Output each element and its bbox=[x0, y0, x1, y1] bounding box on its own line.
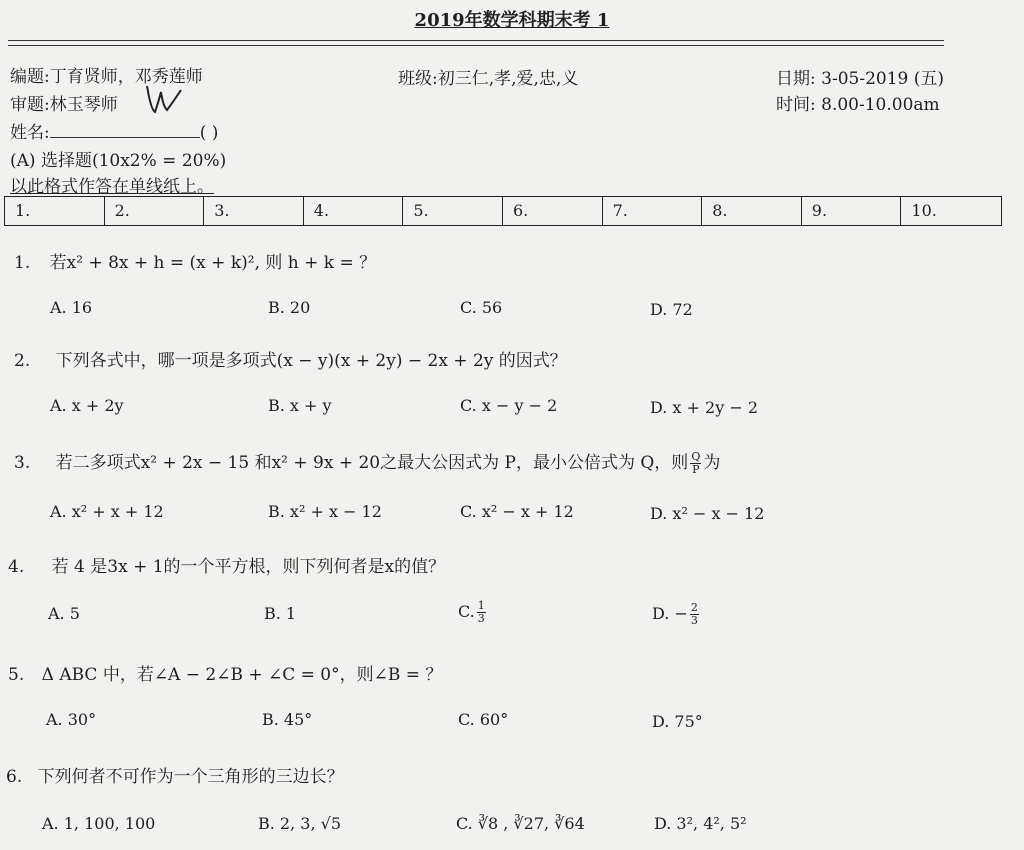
setter-line: 编题:丁育贤师，邓秀莲师 bbox=[10, 67, 203, 87]
option-d: D. 3², 4², 5² bbox=[654, 814, 747, 833]
question-1 bbox=[14, 248, 376, 273]
question-number: 3. bbox=[14, 453, 31, 473]
answer-cell: 8. bbox=[702, 197, 802, 225]
option-b: B. x² + x − 12 bbox=[268, 502, 382, 521]
answer-cell: 9. bbox=[802, 197, 902, 225]
option-b: B. 2, 3, √5 bbox=[258, 814, 342, 833]
question-5 bbox=[8, 660, 442, 685]
question-number: 4. bbox=[8, 557, 25, 577]
question-number: 6. bbox=[6, 767, 23, 787]
answer-grid bbox=[4, 196, 1002, 226]
option-c: C. $\frac{1}{3}$ bbox=[458, 599, 485, 625]
option-c: C. x − y − 2 bbox=[460, 396, 558, 415]
question-text: 若二多项式x² + 2x − 15 和x² + 9x + 20之最大公因式为 P，最小公倍式为 Q，则 bbox=[55, 453, 689, 473]
answer-cell: 3. bbox=[204, 197, 304, 225]
fraction-two-thirds: $\frac{2}{3}$ bbox=[690, 601, 698, 627]
option-a: A. 30° bbox=[46, 710, 97, 729]
question-number: 1. bbox=[14, 253, 31, 273]
question-text: 若 4 是3x + 1的一个平方根，则下列何者是x的值？ bbox=[51, 557, 446, 577]
exam-title: 2019年数学科期末考 1 bbox=[414, 10, 610, 31]
question-text: 若x² + 8x + h = (x + k)², 则 h + k = ？ bbox=[49, 253, 377, 273]
option-d: D. 72 bbox=[650, 300, 693, 319]
question-6 bbox=[6, 762, 344, 787]
answer-cell: 4. bbox=[304, 197, 404, 225]
question-4 bbox=[8, 552, 445, 577]
question-text: Δ ABC 中，若∠A − 2∠B + ∠C = 0°，则∠B = ？ bbox=[41, 665, 443, 685]
option-b: B. 45° bbox=[262, 710, 313, 729]
option-d: D. x + 2y − 2 bbox=[650, 398, 759, 417]
question-number: 5. bbox=[8, 665, 25, 685]
option-d: D. − $\frac{2}{3}$ bbox=[652, 601, 698, 627]
option-a: A. 16 bbox=[50, 298, 93, 317]
option-b: B. 20 bbox=[268, 298, 311, 317]
answer-cell: 5. bbox=[403, 197, 503, 225]
section-instruction: 以此格式作答在单线纸上。 bbox=[10, 177, 214, 197]
header-rule-bottom bbox=[8, 45, 944, 46]
section-title: (A) 选择题(10x2% = 20%) bbox=[10, 151, 227, 171]
name-line bbox=[10, 118, 218, 143]
option-b: B. 1 bbox=[264, 604, 297, 623]
question-text: 下列何者不可作为一个三角形的三边长？ bbox=[37, 767, 344, 787]
option-c: C. ∛8 , ∛27, ∛64 bbox=[456, 814, 585, 833]
question-2 bbox=[14, 346, 567, 371]
header-rule-top bbox=[8, 40, 944, 41]
date-line: 日期: 3-05-2019 (五) bbox=[776, 69, 944, 89]
name-blank bbox=[50, 123, 200, 138]
question-3: 3. 若二多项式x² + 2x − 15 和x² + 9x + 20之最大公因式为 P，最小公倍式为 Q，则 $\frac{Q}{P}$ 为 bbox=[14, 450, 721, 476]
answer-cell: 6. bbox=[503, 197, 603, 225]
option-a: A. 5 bbox=[48, 604, 80, 623]
option-d: D. 75° bbox=[652, 712, 703, 731]
question-text: 下列各式中，哪一项是多项式(x − y)(x + 2y) − 2x + 2y 的因式？ bbox=[55, 351, 567, 371]
time-line: 时间: 8.00-10.00am bbox=[776, 95, 940, 115]
option-a: A. 1, 100, 100 bbox=[42, 814, 156, 833]
answer-cell: 7. bbox=[603, 197, 703, 225]
option-b: B. x + y bbox=[268, 396, 332, 415]
name-label: 姓名: bbox=[10, 123, 50, 143]
name-paren: ( ) bbox=[199, 123, 219, 143]
class-line: 班级:初三仁,孝,爱,忠,义 bbox=[398, 69, 579, 89]
fraction-q-over-p: $\frac{Q}{P}$ bbox=[691, 450, 701, 476]
question-number: 2. bbox=[14, 351, 31, 371]
option-a: A. x² + x + 12 bbox=[50, 502, 164, 521]
option-c: C. 56 bbox=[460, 298, 503, 317]
reviewer-signature bbox=[145, 82, 185, 118]
option-a: A. x + 2y bbox=[50, 396, 124, 415]
option-c: C. 60° bbox=[458, 710, 509, 729]
answer-cell: 10. bbox=[911, 201, 937, 220]
answer-cell: 1. bbox=[5, 197, 105, 225]
reviewer-line: 审题:林玉琴师 bbox=[10, 95, 118, 115]
option-c: C. x² − x + 12 bbox=[460, 502, 574, 521]
option-d: D. x² − x − 12 bbox=[650, 504, 765, 523]
answer-cell: 2. bbox=[105, 197, 205, 225]
fraction-one-third: $\frac{1}{3}$ bbox=[477, 599, 485, 625]
